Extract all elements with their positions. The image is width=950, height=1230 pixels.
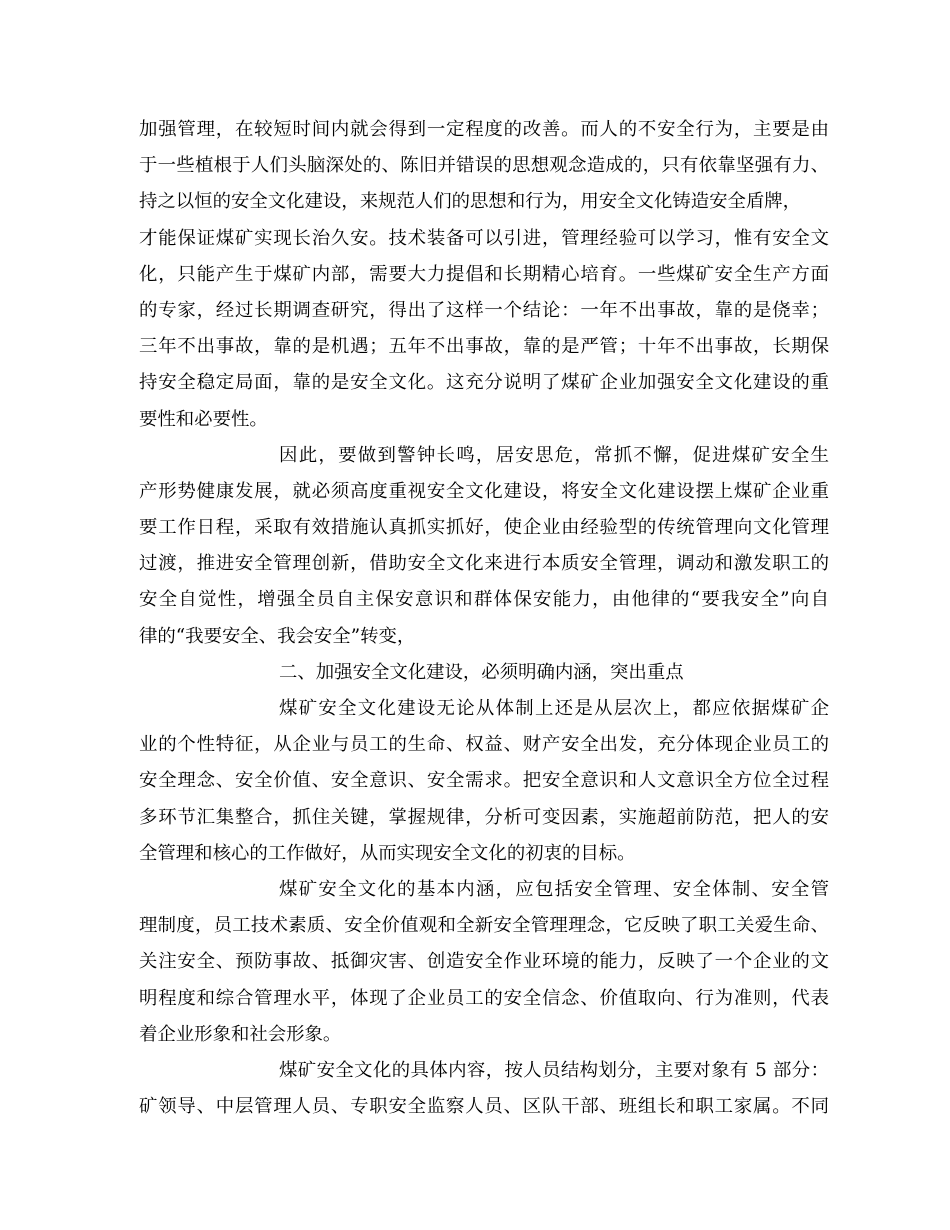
text-line: 持安全稳定局面，靠的是安全文化。这充分说明了煤矿企业加强安全文化建设的重: [139, 372, 829, 394]
text-line: 明程度和综合管理水平，体现了企业员工的安全信念、价值取向、行为准则，代表: [139, 987, 829, 1009]
text-line: 持之以恒的安全文化建设，来规范人们的思想和行为，用安全文化铸造安全盾牌，: [139, 191, 802, 213]
text-line: 过渡，推进安全管理创新，借助安全文化来进行本质安全管理，调动和激发职工的: [139, 553, 829, 575]
text-line: 加强管理，在较短时间内就会得到一定程度的改善。而人的不安全行为，主要是由: [139, 119, 829, 140]
text-line: 着企业形象和社会形象。: [139, 1023, 342, 1045]
text-line: 的专家，经过长期调查研究，得出了这样一个结论：一年不出事故，靠的是侥幸；: [139, 299, 829, 321]
text-line: 煤矿安全文化建设无论从体制上还是从层次上，都应依据煤矿企: [279, 698, 829, 719]
text-line: 煤矿安全文化的基本内涵，应包括安全管理、安全体制、安全管: [279, 878, 829, 900]
text-line: 安全自觉性，增强全员自主保安意识和群体保安能力，由他律的“要我安全”向自: [139, 589, 829, 611]
text-line: 化，只能产生于煤矿内部，需要大力提倡和长期精心培育。一些煤矿安全生产方面: [139, 263, 829, 285]
text-line: 关注安全、预防事故、抵御灾害、创造安全作业环境的能力，反映了一个企业的文: [139, 951, 829, 973]
text-line: 煤矿安全文化的具体内容，按人员结构划分，主要对象有 5 部分：: [279, 1059, 829, 1081]
text-line: 律的“我要安全、我会安全”转变，: [139, 625, 416, 647]
text-line: 理制度，员工技术素质、安全价值观和全新安全管理理念，它反映了职工关爱生命、: [139, 915, 829, 937]
text-line: 要工作日程，采取有效措施认真抓实抓好，使企业由经验型的传统管理向文化管理: [139, 517, 829, 539]
text-line: 二、加强安全文化建设，必须明确内涵，突出重点: [279, 661, 684, 683]
text-line: 安全理念、安全价值、安全意识、安全需求。把安全意识和人文意识全方位全过程: [139, 770, 829, 792]
text-line: 三年不出事故，靠的是机遇；五年不出事故，靠的是严管；十年不出事故，长期保: [139, 336, 829, 358]
text-line: 多环节汇集整合，抓住关键，掌握规律，分析可变因素，实施超前防范，把人的安: [139, 806, 829, 828]
text-line: 因此，要做到警钟长鸣，居安思危，常抓不懈，促进煤矿安全生: [279, 444, 829, 466]
text-line: 全管理和核心的工作做好，从而实现安全文化的初衷的目标。: [139, 842, 636, 864]
text-line: 矿领导、中层管理人员、专职安全监察人员、区队干部、班组长和职工家属。不同: [139, 1096, 829, 1118]
text-line: 才能保证煤矿实现长治久安。技术装备可以引进，管理经验可以学习，惟有安全文: [139, 227, 829, 249]
text-line: 要性和必要性。: [139, 408, 268, 430]
body-text: [139, 112, 829, 1125]
text-line: 于一些植根于人们头脑深处的、陈旧并错误的思想观念造成的，只有依靠坚强有力、: [139, 155, 829, 177]
text-line: 业的个性特征，从企业与员工的生命、权益、财产安全出发，充分体现企业员工的: [139, 734, 829, 756]
text-line: 产形势健康发展，就必须高度重视安全文化建设，将安全文化建设摆上煤矿企业重: [139, 480, 829, 502]
